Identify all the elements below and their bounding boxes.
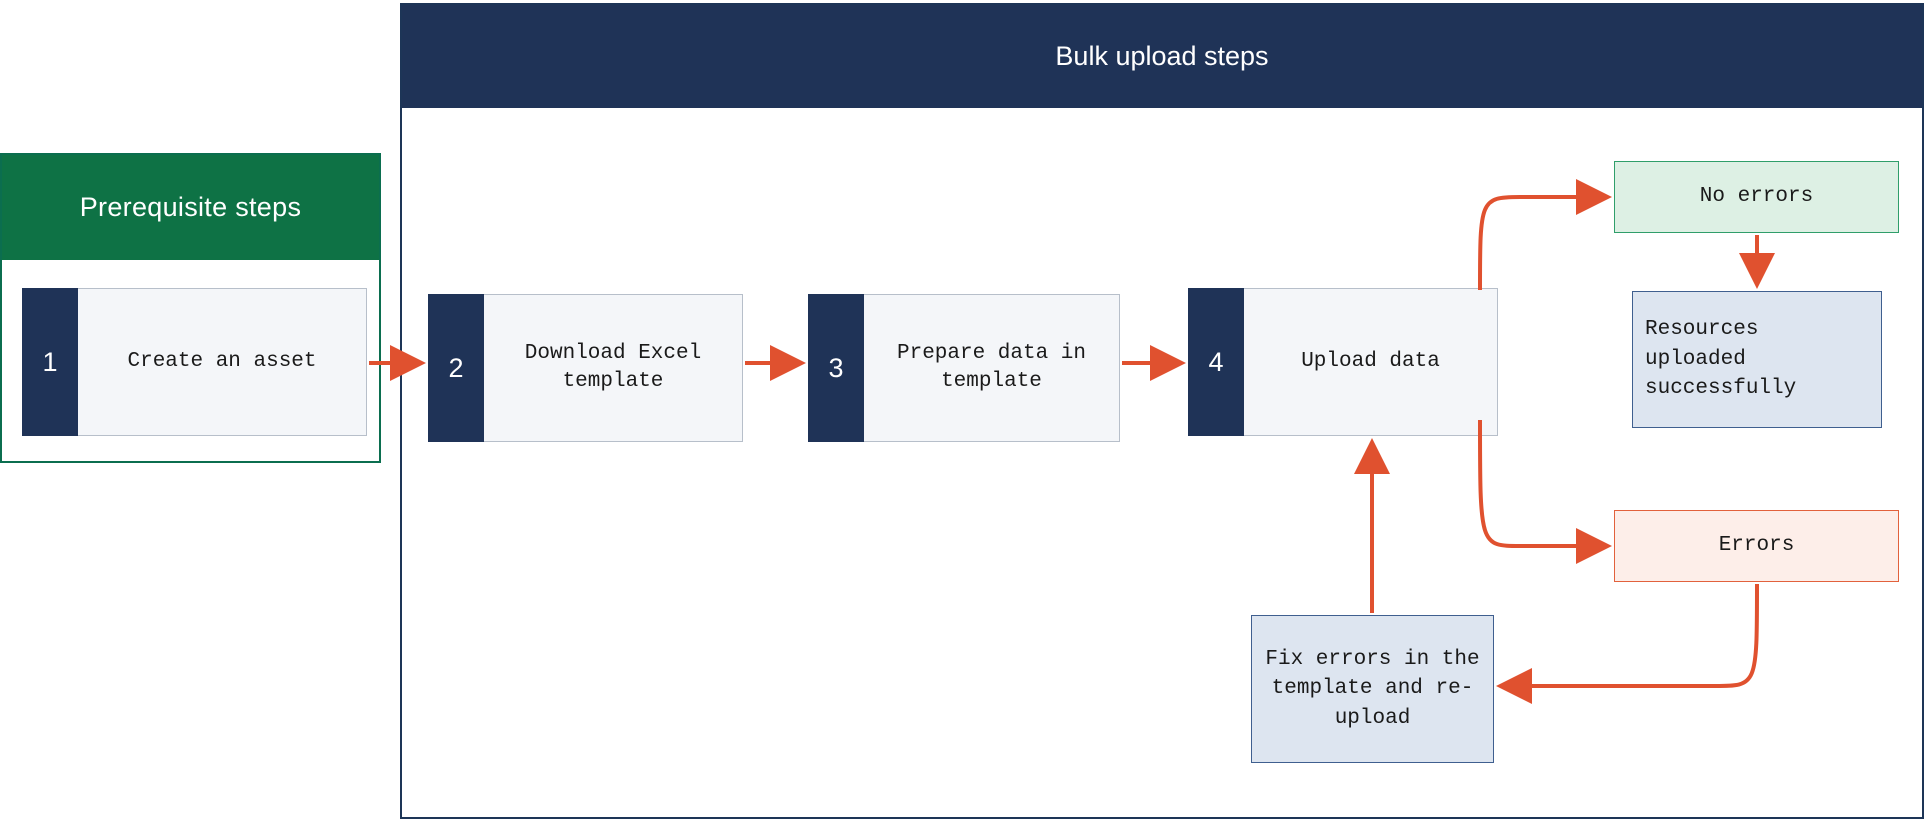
step-box-prepare-data-in-template[interactable]	[808, 294, 1120, 442]
step-number: 1	[22, 288, 78, 436]
step-label: Create an asset	[78, 288, 367, 436]
step-label: Prepare data in template	[864, 294, 1120, 442]
outcome-box-fix-errors-and-re-upload[interactable]: Fix errors in the template and re-upload	[1251, 615, 1494, 763]
outcome-box-resources-uploaded-successfully[interactable]: Resources uploaded successfully	[1632, 291, 1882, 428]
step-number: 3	[808, 294, 864, 442]
bulk-upload-steps-title: Bulk upload steps	[402, 5, 1922, 108]
step-box-download-excel-template[interactable]	[428, 294, 743, 442]
step-box-create-an-asset[interactable]	[22, 288, 367, 436]
step-label: Upload data	[1244, 288, 1498, 436]
step-label: Download Excel template	[484, 294, 743, 442]
step-number: 2	[428, 294, 484, 442]
step-number: 4	[1188, 288, 1244, 436]
outcome-box-errors[interactable]: Errors	[1614, 510, 1899, 582]
step-box-upload-data[interactable]	[1188, 288, 1498, 436]
prerequisite-steps-title: Prerequisite steps	[2, 155, 379, 260]
outcome-box-no-errors[interactable]: No errors	[1614, 161, 1899, 233]
